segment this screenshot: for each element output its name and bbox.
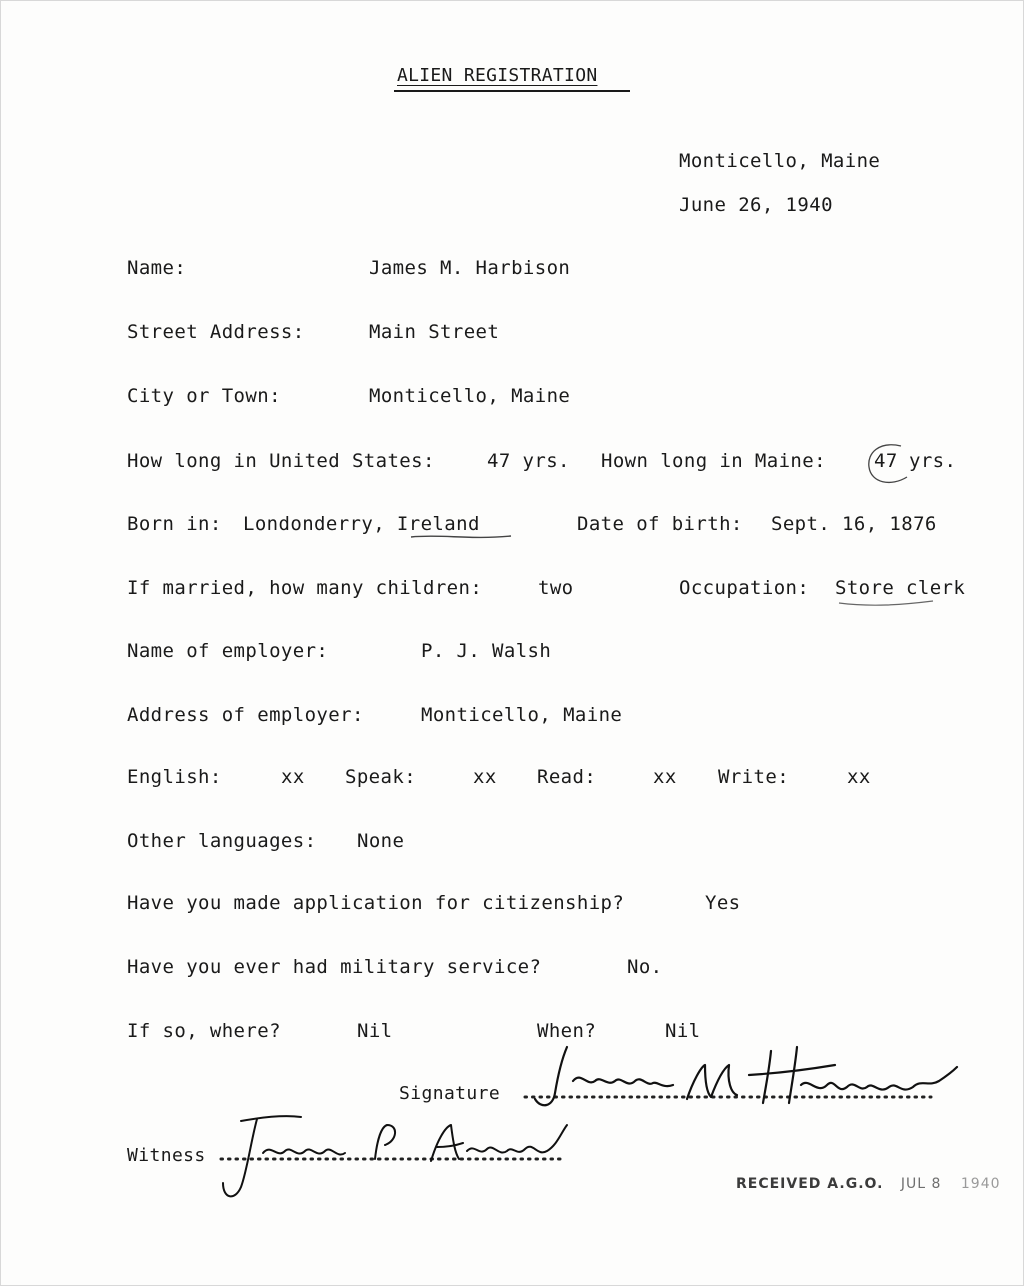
stamp-text: RECEIVED A.G.O. — [736, 1176, 884, 1192]
name-value: James M. Harbison — [369, 257, 571, 279]
underline-mark — [839, 601, 933, 605]
english-label: English: — [127, 766, 222, 788]
read-value: xx — [653, 766, 677, 788]
birthplace-label: Born in: — [127, 513, 222, 535]
service-when-label: When? — [537, 1020, 597, 1042]
street-value: Main Street — [369, 321, 500, 343]
underline-mark — [411, 536, 511, 537]
birthplace-value: Londonderry, Ireland — [243, 513, 480, 535]
maine-duration-label: Hown long in Maine: — [601, 450, 826, 472]
signature-label: Signature — [399, 1083, 501, 1104]
us-duration-value: 47 yrs. — [487, 450, 570, 472]
employer-value: P. J. Walsh — [421, 640, 552, 662]
military-answer: No. — [627, 956, 663, 978]
document-title: ALIEN REGISTRATION — [397, 65, 598, 86]
other-languages-label: Other languages: — [127, 830, 317, 852]
date-line: June 26, 1940 — [679, 194, 833, 216]
city-value: Monticello, Maine — [369, 385, 571, 407]
name-label: Name: — [127, 257, 187, 279]
signature-handwriting — [535, 1047, 957, 1105]
received-stamp — [736, 1176, 1001, 1192]
street-label: Street Address: — [127, 321, 305, 343]
employer-address-value: Monticello, Maine — [421, 704, 623, 726]
stamp-date: JUL 8 — [900, 1176, 942, 1192]
place-line: Monticello, Maine — [679, 150, 881, 172]
occupation-label: Occupation: — [679, 577, 810, 599]
speak-label: Speak: — [345, 766, 417, 788]
employer-address-label: Address of employer: — [127, 704, 364, 726]
children-label: If married, how many children: — [127, 577, 483, 599]
citizenship-question: Have you made application for citizenship? — [127, 892, 625, 914]
other-languages-value: None — [357, 830, 405, 852]
title-underline — [394, 90, 630, 92]
witness-label: Witness — [127, 1145, 206, 1166]
service-where-value: Nil — [357, 1020, 393, 1042]
employer-label: Name of employer: — [127, 640, 329, 662]
stamp-year: 1940 — [960, 1176, 1001, 1192]
write-value: xx — [847, 766, 871, 788]
service-where-label: If so, where? — [127, 1020, 281, 1042]
witness-handwriting — [223, 1116, 567, 1196]
us-duration-label: How long in United States: — [127, 450, 435, 472]
read-label: Read: — [537, 766, 597, 788]
children-value: two — [538, 577, 574, 599]
citizenship-answer: Yes — [705, 892, 741, 914]
occupation-value: Store clerk — [835, 577, 966, 599]
service-when-value: Nil — [665, 1020, 701, 1042]
speak-value: xx — [473, 766, 497, 788]
dob-label: Date of birth: — [577, 513, 743, 535]
write-label: Write: — [718, 766, 790, 788]
dob-value: Sept. 16, 1876 — [771, 513, 937, 535]
english-value: xx — [281, 766, 305, 788]
city-label: City or Town: — [127, 385, 281, 407]
maine-duration-value: 47 — [874, 450, 898, 472]
maine-duration-unit: yrs. — [909, 450, 957, 472]
military-question: Have you ever had military service? — [127, 956, 542, 978]
